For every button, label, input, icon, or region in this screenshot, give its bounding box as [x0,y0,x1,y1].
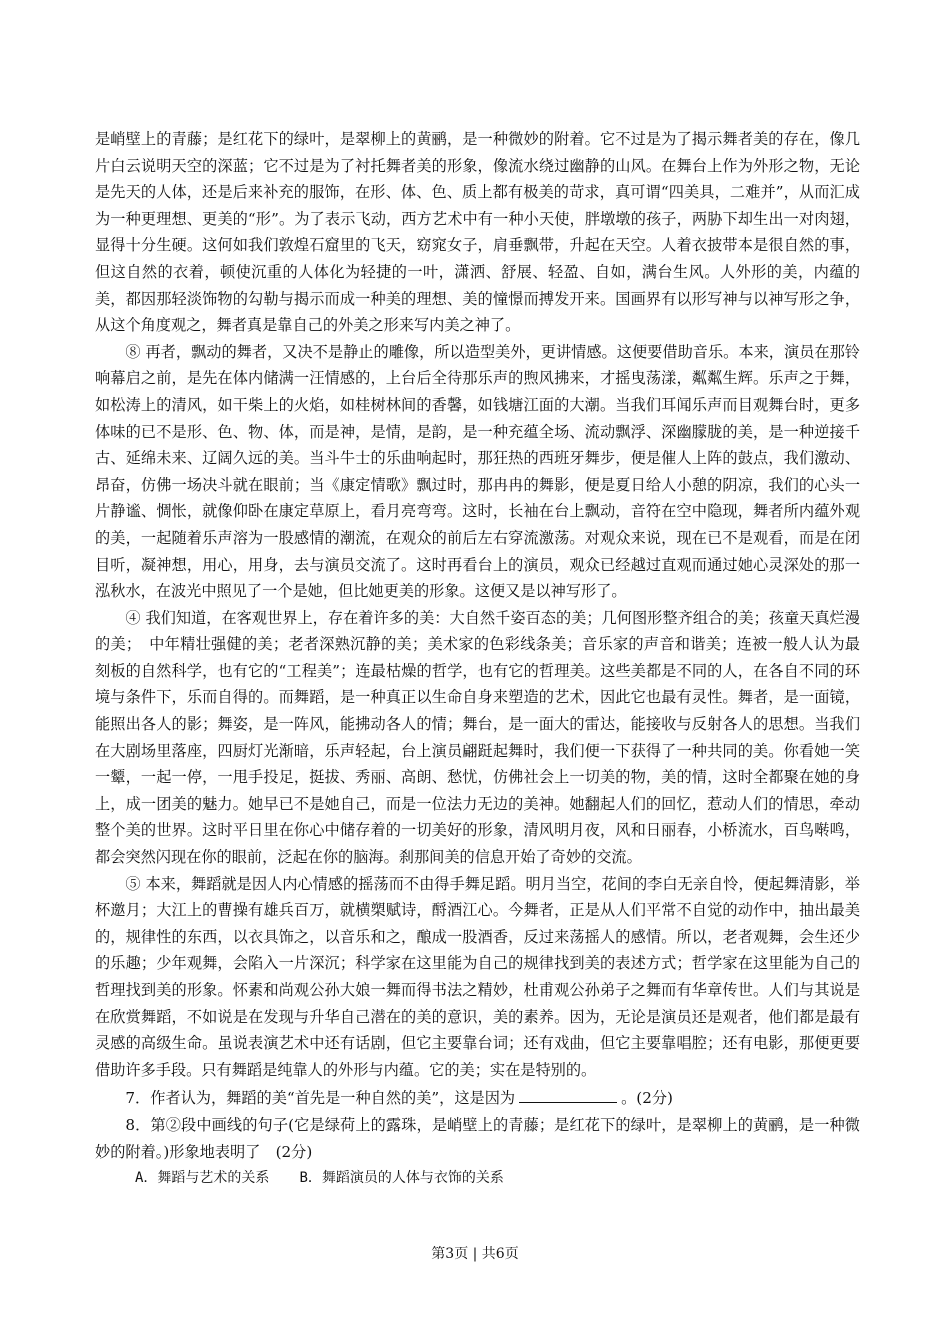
page-footer: 第3页 | 共6页 [431,1246,519,1262]
question-8: 8．第②段中画线的句子(它是绿荷上的露珠，是峭壁上的青藤；是红花下的绿叶，是翠柳上的黄鹂，是一种微妙的附着。)形象地表明了 (2分) [95,1115,860,1161]
question-7-points: 。(2分) [621,1089,673,1108]
question-8-options [95,1165,860,1192]
option-a: A．舞蹈与艺术的关系 [135,1170,270,1187]
document-body [95,126,860,1192]
paragraph-4: ④ 我们知道，在客观世界上，存在着许多的美：大自然千姿百态的美；几何图形整齐组合的美；孩童天真烂漫的美； 中年精壮强健的美；老者深熟沉静的美；美术家的色彩线条美；音乐家的声音和谐美；连被一般人认为最刻板的自然科学，也有它的“工程美”；连最枯燥的哲学，也有它的哲理美。这些美都是不同的人，在各自不同的环境与条件下，乐而自得的。而舞蹈，是一种真正以生命自身来塑造的艺术，因此它也最有灵性。舞者，是一面镜，能照出各人的影；舞姿，是一阵风，能拂动各人的情；舞台，是一面大的雷达，能接收与反射各人的思想。当我们在大剧场里落座，四厨灯光渐暗，乐声轻起，台上演员翩跹起舞时，我们便一下获得了一种共同的美。你看她一笑一颦，一起一停，一甩手投足，挺拔、秀丽、高朗、愁忧，仿佛社会上一切美的物，美的情，这时全都聚在她的身上，成一团美的魅力。她早已不是她自己，而是一位法力无边的美神。她翻起人们的回忆，惹动人们的情思，牵动整个美的世界。这时平日里在你心中储存着的一切美好的形象，清风明月夜，风和日丽春，小桥流水，百鸟啭鸣，都会突然闪现在你的眼前，泛起在你的脑海。刹那间美的信息开始了奇妙的交流。 [95,608,860,867]
answer-blank[interactable] [519,1086,617,1103]
paragraph-5: ⑤ 本来，舞蹈就是因人内心情感的摇荡而不由得手舞足蹈。明月当空，花间的李白无亲自怜，便起舞清影，举杯邀月；大江上的曹操有雄兵百万，就横槊赋诗，酹酒江心。今舞者，正是从人们平常不自觉的动作中，抽出最美的，规律性的东西，以衣具饰之，以音乐和之，酿成一股酒香，反过来荡摇人的感情。所以，老者观舞，会生还少的乐趣；少年观舞，会陷入一片深沉；科学家在这里能为自己的规律找到美的表述方式；哲学家在这里能为自己的哲理找到美的形象。怀素和尚观公孙大娘一舞而得书法之精妙，杜甫观公孙弟子之舞而有华章传世。人们与其说是在欣赏舞蹈，不如说是在发现与升华自己潜在的美的意识，美的素养。因为，无论是演员还是观者，他们都是最有灵感的高级生命。虽说表演艺术中还有话剧，但它主要靠台词；还有戏曲，但它主要靠唱腔；还有电影，那便更要借助许多手段。只有舞蹈是纯靠人的外形与内蕴。它的美；实在是特别的。 [95,874,860,1079]
question-7 [95,1085,860,1112]
question-7-text: 7．作者认为，舞蹈的美“首先是一种自然的美”，这是因为 [125,1089,516,1108]
paragraph-8: ⑧ 再者，飘动的舞者，又决不是静止的雕像，所以造型美外，更讲情感。这便要借助音乐。本来，演员在那铃响幕启之前，是先在体内储满一汪情感的，上台后全待那乐声的煦风拂来，才摇曳荡漾，粼粼生辉。乐声之于舞，如松涛上的清风，如干柴上的火焰，如桂树林间的香馨，如钱塘江面的大潮。当我们耳闻乐声而目观舞台时，更多体味的已不是形、色、物、体，而是神，是情，是韵，是一种充蕴全场、流动飘浮、深幽朦胧的美，是一种逆接千古、延绵未来、辽阔久远的美。当斗牛士的乐曲响起时，那狂热的西班牙舞步，便是催人上阵的鼓点，我们激动、昂奋，仿佛一场决斗就在眼前；当《康定情歌》飘过时，那冉冉的舞影，便是夏日给人小憩的阴凉，我们的心头一片静谧、惆怅，就像仰卧在康定草原上，看月亮弯弯。这时，长袖在台上飘动，音符在空中隐现，舞者所内蕴外观的美，一起随着乐声溶为一股感情的潮流，在观众的前后左右穿流激荡。对观众来说，现在已不是观看，而是在闭目听，凝神想，用心，用身，去与演员交流了。这时再看台上的演员，观众已经越过直观而通过她心灵深处的那一泓秋水，在波光中照见了一个是她，但比她更美的形象。这便又是以神写形了。 [95,342,860,601]
option-b: B．舞蹈演员的人体与衣饰的关系 [299,1170,504,1187]
paragraph-continued: 是峭壁上的青藤；是红花下的绿叶，是翠柳上的黄鹂，是一种微妙的附着。它不过是为了揭示舞者美的存在，像几片白云说明天空的深蓝；它不过是为了衬托舞者美的形象，像流水绕过幽静的山风。在舞台上作为外形之物，无论是先天的人体，还是后来补充的服饰，在形、体、色、质上都有极美的苛求，真可谓“四美具，二难并”，从而汇成为一种更理想、更美的“形”。为了表示飞动，西方艺术中有一种小天使，胖墩墩的孩子，两胁下却生出一对肉翅，显得十分生硬。这何如我们敦煌石窟里的飞天，窈窕女子，肩垂飘带，升起在天空。人着衣披带本是很自然的事，但这自然的衣着，顿使沉重的人体化为轻捷的一叶，潇洒、舒展、轻盈、自如，满台生风。人外形的美，内蕴的美，都因那轻淡饰物的勾勒与揭示而成一种美的理想、美的憧憬而搏发开来。国画界有以形写神与以神写形之争，从这个角度观之，舞者真是靠自己的外美之形来写内美之神了。 [95,130,860,335]
